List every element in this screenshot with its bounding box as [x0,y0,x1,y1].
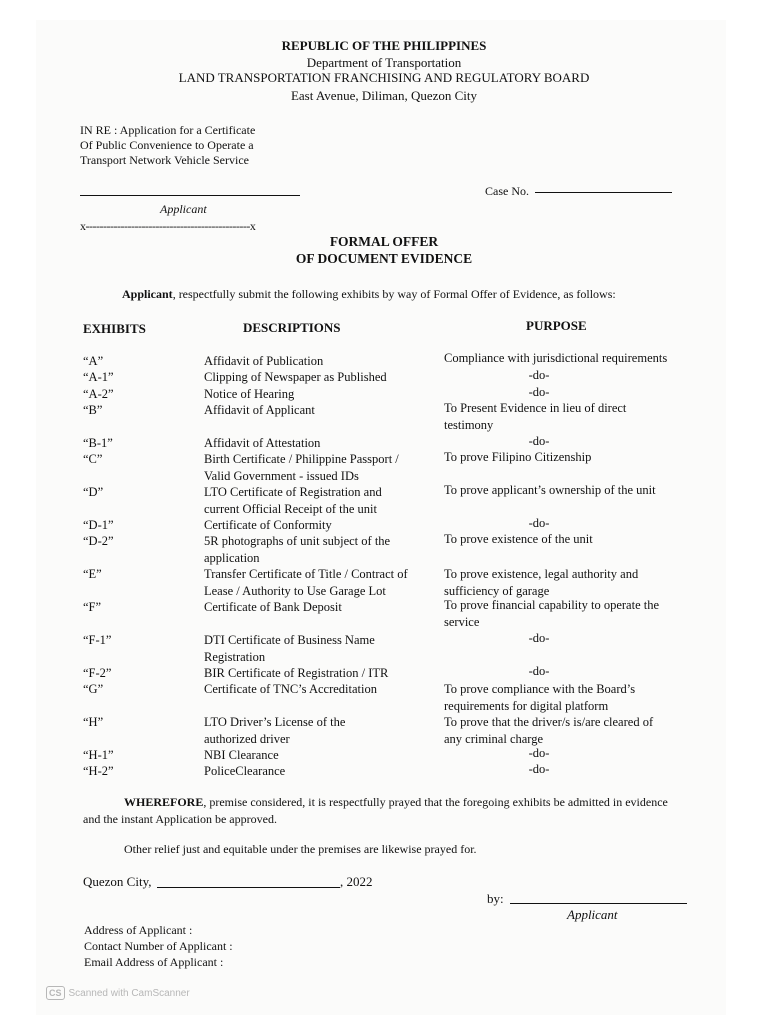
exhibit-purpose: To Present Evidence in lieu of direct testimony [444,401,627,432]
exhibit-description: Notice of Hearing [204,387,295,401]
by-label: by: [487,891,504,906]
exhibit-purpose: -do- [528,516,550,530]
year-label: , 2022 [340,874,373,889]
applicant-label: Applicant [160,202,207,216]
place-label: Quezon City, [83,874,152,889]
caption-separator: x-----------------------------------------------x [80,219,256,233]
exhibit-label: “A-2” [83,387,114,401]
wherefore-rest: , premise considered, it is respectfully prayed that the foregoing exhibits be admitted in evidence [203,795,668,809]
exhibit-label: “B” [83,403,103,417]
applicant-name-line [80,195,300,196]
exhibit-description: Certificate of TNC’s Accreditation [204,682,377,696]
exhibit-label: “A” [83,354,104,368]
exhibit-purpose: To prove that the driver/s is/are cleared of any criminal charge [444,715,654,746]
exhibit-purpose: -do- [528,746,550,760]
exhibit-purpose: To prove financial capability to operate the service [444,598,660,629]
camscanner-logo-icon: CS [46,986,65,1000]
exhibit-purpose: -do- [528,385,550,399]
title-line-1: FORMAL OFFER [329,234,439,249]
exhibit-description: LTO Certificate of Registration and current Official Receipt of the unit [204,485,382,516]
exhibit-description: NBI Clearance [204,748,279,762]
exhibit-label: “F” [83,600,102,614]
exhibit-description: LTO Driver’s License of the authorized driver [204,715,346,746]
exhibit-description: DTI Certificate of Business Name Registration [204,633,375,664]
exhibit-description: Affidavit of Applicant [204,403,315,417]
camscanner-watermark [46,986,190,1000]
exhibit-purpose: To prove existence, legal authority and sufficiency of garage [444,567,639,598]
header-descriptions: DESCRIPTIONS [243,320,341,335]
wherefore-line-2: and the instant Application be approved. [83,812,277,826]
exhibit-label: “D-1” [83,518,114,532]
camscanner-text: Scanned with CamScanner [68,987,190,999]
address-label: Address of Applicant : [84,923,193,937]
header-purpose: PURPOSE [526,318,587,333]
exhibit-label: “H-2” [83,764,114,778]
header-republic: REPUBLIC OF THE PHILIPPINES [281,38,487,53]
title-line-2: OF DOCUMENT EVIDENCE [295,251,473,266]
contact-label: Contact Number of Applicant : [84,939,233,953]
exhibit-description: Transfer Certificate of Title / Contract of Lease / Authority to Use Garage Lot [204,567,408,598]
exhibit-label: “G” [83,682,104,696]
caption-line-2: Of Public Convenience to Operate a [80,138,254,152]
exhibit-purpose: -do- [528,762,550,776]
exhibit-description: PoliceClearance [204,764,286,778]
exhibit-description: Affidavit of Publication [204,354,324,368]
email-label: Email Address of Applicant : [84,955,224,969]
header-address: East Avenue, Diliman, Quezon City [290,88,478,103]
exhibit-label: “D-2” [83,534,114,548]
header-department: Department of Transportation [306,55,462,70]
exhibit-purpose: -do- [528,368,550,382]
intro-rest: , respectfully submit the following exhibits by way of Formal Offer of Evidence, as follows: [172,287,616,301]
exhibit-purpose: -do- [528,434,550,448]
exhibit-purpose: To prove compliance with the Board’s requirements for digital platform [444,682,636,713]
exhibit-label: “F-1” [83,633,112,647]
date-line [157,887,340,888]
exhibit-label: “C” [83,452,103,466]
exhibit-description: Certificate of Conformity [204,518,332,532]
signature-line [510,903,687,904]
exhibit-purpose: To prove Filipino Citizenship [444,450,592,464]
exhibit-label: “A-1” [83,370,114,384]
wherefore-line-1 [124,795,668,810]
other-relief: Other relief just and equitable under the premises are likewise prayed for. [124,842,477,856]
exhibit-purpose: -do- [528,631,550,645]
exhibit-purpose: -do- [528,664,550,678]
exhibit-description: Affidavit of Attestation [204,436,321,450]
header-exhibits: EXHIBITS [83,321,146,336]
exhibit-description: Clipping of Newspaper as Published [204,370,387,384]
exhibit-label: “E” [83,567,102,581]
exhibit-label: “H” [83,715,104,729]
exhibit-description: Certificate of Bank Deposit [204,600,342,614]
exhibit-label: “B-1” [83,436,113,450]
header-board: LAND TRANSPORTATION FRANCHISING AND REGULATORY BOARD [178,70,590,85]
exhibit-purpose: Compliance with jurisdictional requirements [444,351,668,365]
exhibit-purpose: To prove applicant’s ownership of the unit [444,483,656,497]
case-no-line [535,192,672,193]
exhibit-label: “H-1” [83,748,114,762]
case-no-label: Case No. [485,184,529,198]
exhibit-purpose: To prove existence of the unit [444,532,593,546]
exhibit-description: Birth Certificate / Philippine Passport / Valid Government - issued IDs [204,452,399,483]
intro-paragraph [122,287,616,302]
exhibit-label: “F-2” [83,666,112,680]
intro-bold: Applicant [122,287,173,301]
wherefore-bold: WHEREFORE [124,795,204,809]
exhibit-description: BIR Certificate of Registration / ITR [204,666,389,680]
exhibit-label: “D” [83,485,104,499]
signature-applicant-label: Applicant [567,907,618,922]
caption-line-3: Transport Network Vehicle Service [80,153,249,167]
exhibit-description: 5R photographs of unit subject of the application [204,534,391,565]
caption-line-1: IN RE : Application for a Certificate [80,123,256,137]
